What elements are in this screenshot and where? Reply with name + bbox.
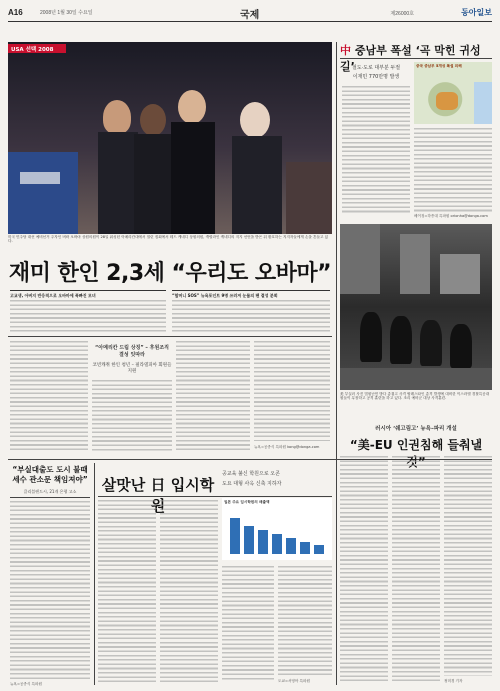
newspaper-logo: 동아일보 — [461, 8, 492, 17]
country-tag: 中 — [340, 44, 351, 57]
series-tag: USA 선택 2008 — [8, 44, 66, 53]
bottom-center-body-col-4 — [278, 566, 332, 676]
bottom-left-headline: “부실대출도 도시 불때 세수 관소문 책임져야” — [12, 465, 88, 484]
edition-number: 제26000호 — [390, 11, 414, 17]
main-photo-caption: 미국 민주당 대선 예비선거 주자인 버락 오바마 상원의원이 28일 워싱턴 아메리칸대에서 열린 집회에서 테드 케네디 상원의원, 캐럴라인 케네디의 지지 선언을 받은 뒤 환호하는 지지자들에게 손을 흔들고 있다. — [8, 235, 329, 244]
bottom-right-body-col-1 — [340, 456, 388, 682]
bottom-center-body-col-3 — [222, 566, 274, 682]
bottom-left-reporter: 뉴욕=공종식 특파원 — [10, 682, 42, 686]
main-byline: 뉴욕=공종식 특파원 kong@donga.com — [254, 445, 320, 449]
main-subhead: “아메리칸 드림 상징” – 후원조직 결성 잇따라 — [95, 345, 169, 358]
bottom-center-subhead-2: 도요 대형 사옥 신축 지하자 — [222, 481, 282, 487]
divider — [8, 336, 332, 337]
quote-box-2 — [172, 290, 330, 334]
enrollment-chart — [222, 498, 332, 560]
main-subhead-2: 코빈캐쥐 한인 청년 – 필라델피아 회원들 지원 — [92, 363, 172, 374]
section-title: 국제 — [240, 10, 260, 21]
quote-box-1-heading: 고교생, 아버지 반응적으로 오바마에 푹빠진 모녀 — [10, 293, 96, 298]
right-top-byline: 베이징=하종대 특파원 orionha@donga.com — [414, 214, 488, 218]
china-map — [414, 62, 492, 124]
quote-box-2-heading: “할머니 SOS” 뉴욕포인트 9명 쓰러져 눈물의 팬 결성 분회 — [172, 293, 278, 298]
page-number: A16 — [8, 8, 23, 17]
right-top-body-col-1 — [342, 86, 410, 214]
bottom-right-body-col-3 — [444, 456, 492, 676]
right-bottom-kicker: 러시아 ‘쉐고림고’ 뉴욕–파리 개설 — [375, 426, 457, 432]
right-top-subhead-2: 이재민 770만명 발생 — [352, 74, 400, 80]
bottom-left-byline: 클리블랜드시, 21개 은행 고소 — [23, 489, 77, 494]
divider — [336, 42, 337, 685]
bottom-center-reporter: 도쿄=서영아 특파원 — [278, 679, 310, 683]
divider — [340, 58, 492, 59]
masthead — [8, 6, 492, 22]
right-top-subhead: 철도·도로 대부분 두절 — [351, 65, 401, 71]
divider — [10, 497, 90, 498]
quote-box-1 — [10, 290, 166, 334]
bottom-right-body-col-2 — [392, 456, 440, 682]
bottom-center-headline: 살맛난 日 입시학원 — [101, 476, 215, 515]
police-training-photo — [340, 224, 492, 390]
bottom-center-body-col-2 — [160, 500, 218, 682]
right-top-headline-text: 중남부 폭설 ‘곡 막힌 귀성길’ — [340, 44, 481, 73]
quote-box-1-body — [10, 300, 166, 334]
quote-box-2-body — [172, 300, 330, 334]
bottom-right-reporter: 정미경 기자 — [444, 679, 463, 683]
main-body-col-1 — [10, 341, 88, 453]
chart-title: 일본 주요 입시학원의 매출액 — [224, 500, 270, 504]
divider — [94, 463, 95, 685]
main-headline: 재미 한인 2,3세 “우리도 오바마” — [8, 261, 332, 286]
divider — [98, 496, 332, 497]
issue-date: 2008년 1월 30일 수요일 — [40, 10, 93, 16]
bottom-center-subhead: 공교육 불신 학원으로 오콘 — [222, 471, 280, 477]
right-photo-caption: 美 부실러 사진 법원난민 방다 총겹고 사격 팔레스타인 총격 발생에 대비한 이스라엘 경찰특공대원들이 무장하고 공격 훈련을 하고 있다. 조리 예비군 대상 사격훈련. — [340, 392, 490, 401]
right-bottom-headline: “美-EU 인권침해 들춰낼 것” — [349, 438, 483, 469]
right-top-body-col-2 — [414, 128, 492, 214]
bottom-left-body — [10, 501, 90, 681]
main-body-col-3 — [176, 341, 250, 453]
bottom-center-body-col-1 — [98, 500, 156, 682]
map-label: 중국 중남부 5개성 폭설 피해 — [416, 64, 462, 68]
main-body-col-4 — [254, 341, 330, 441]
main-body-col-2 — [92, 380, 172, 453]
main-photo — [8, 42, 332, 234]
